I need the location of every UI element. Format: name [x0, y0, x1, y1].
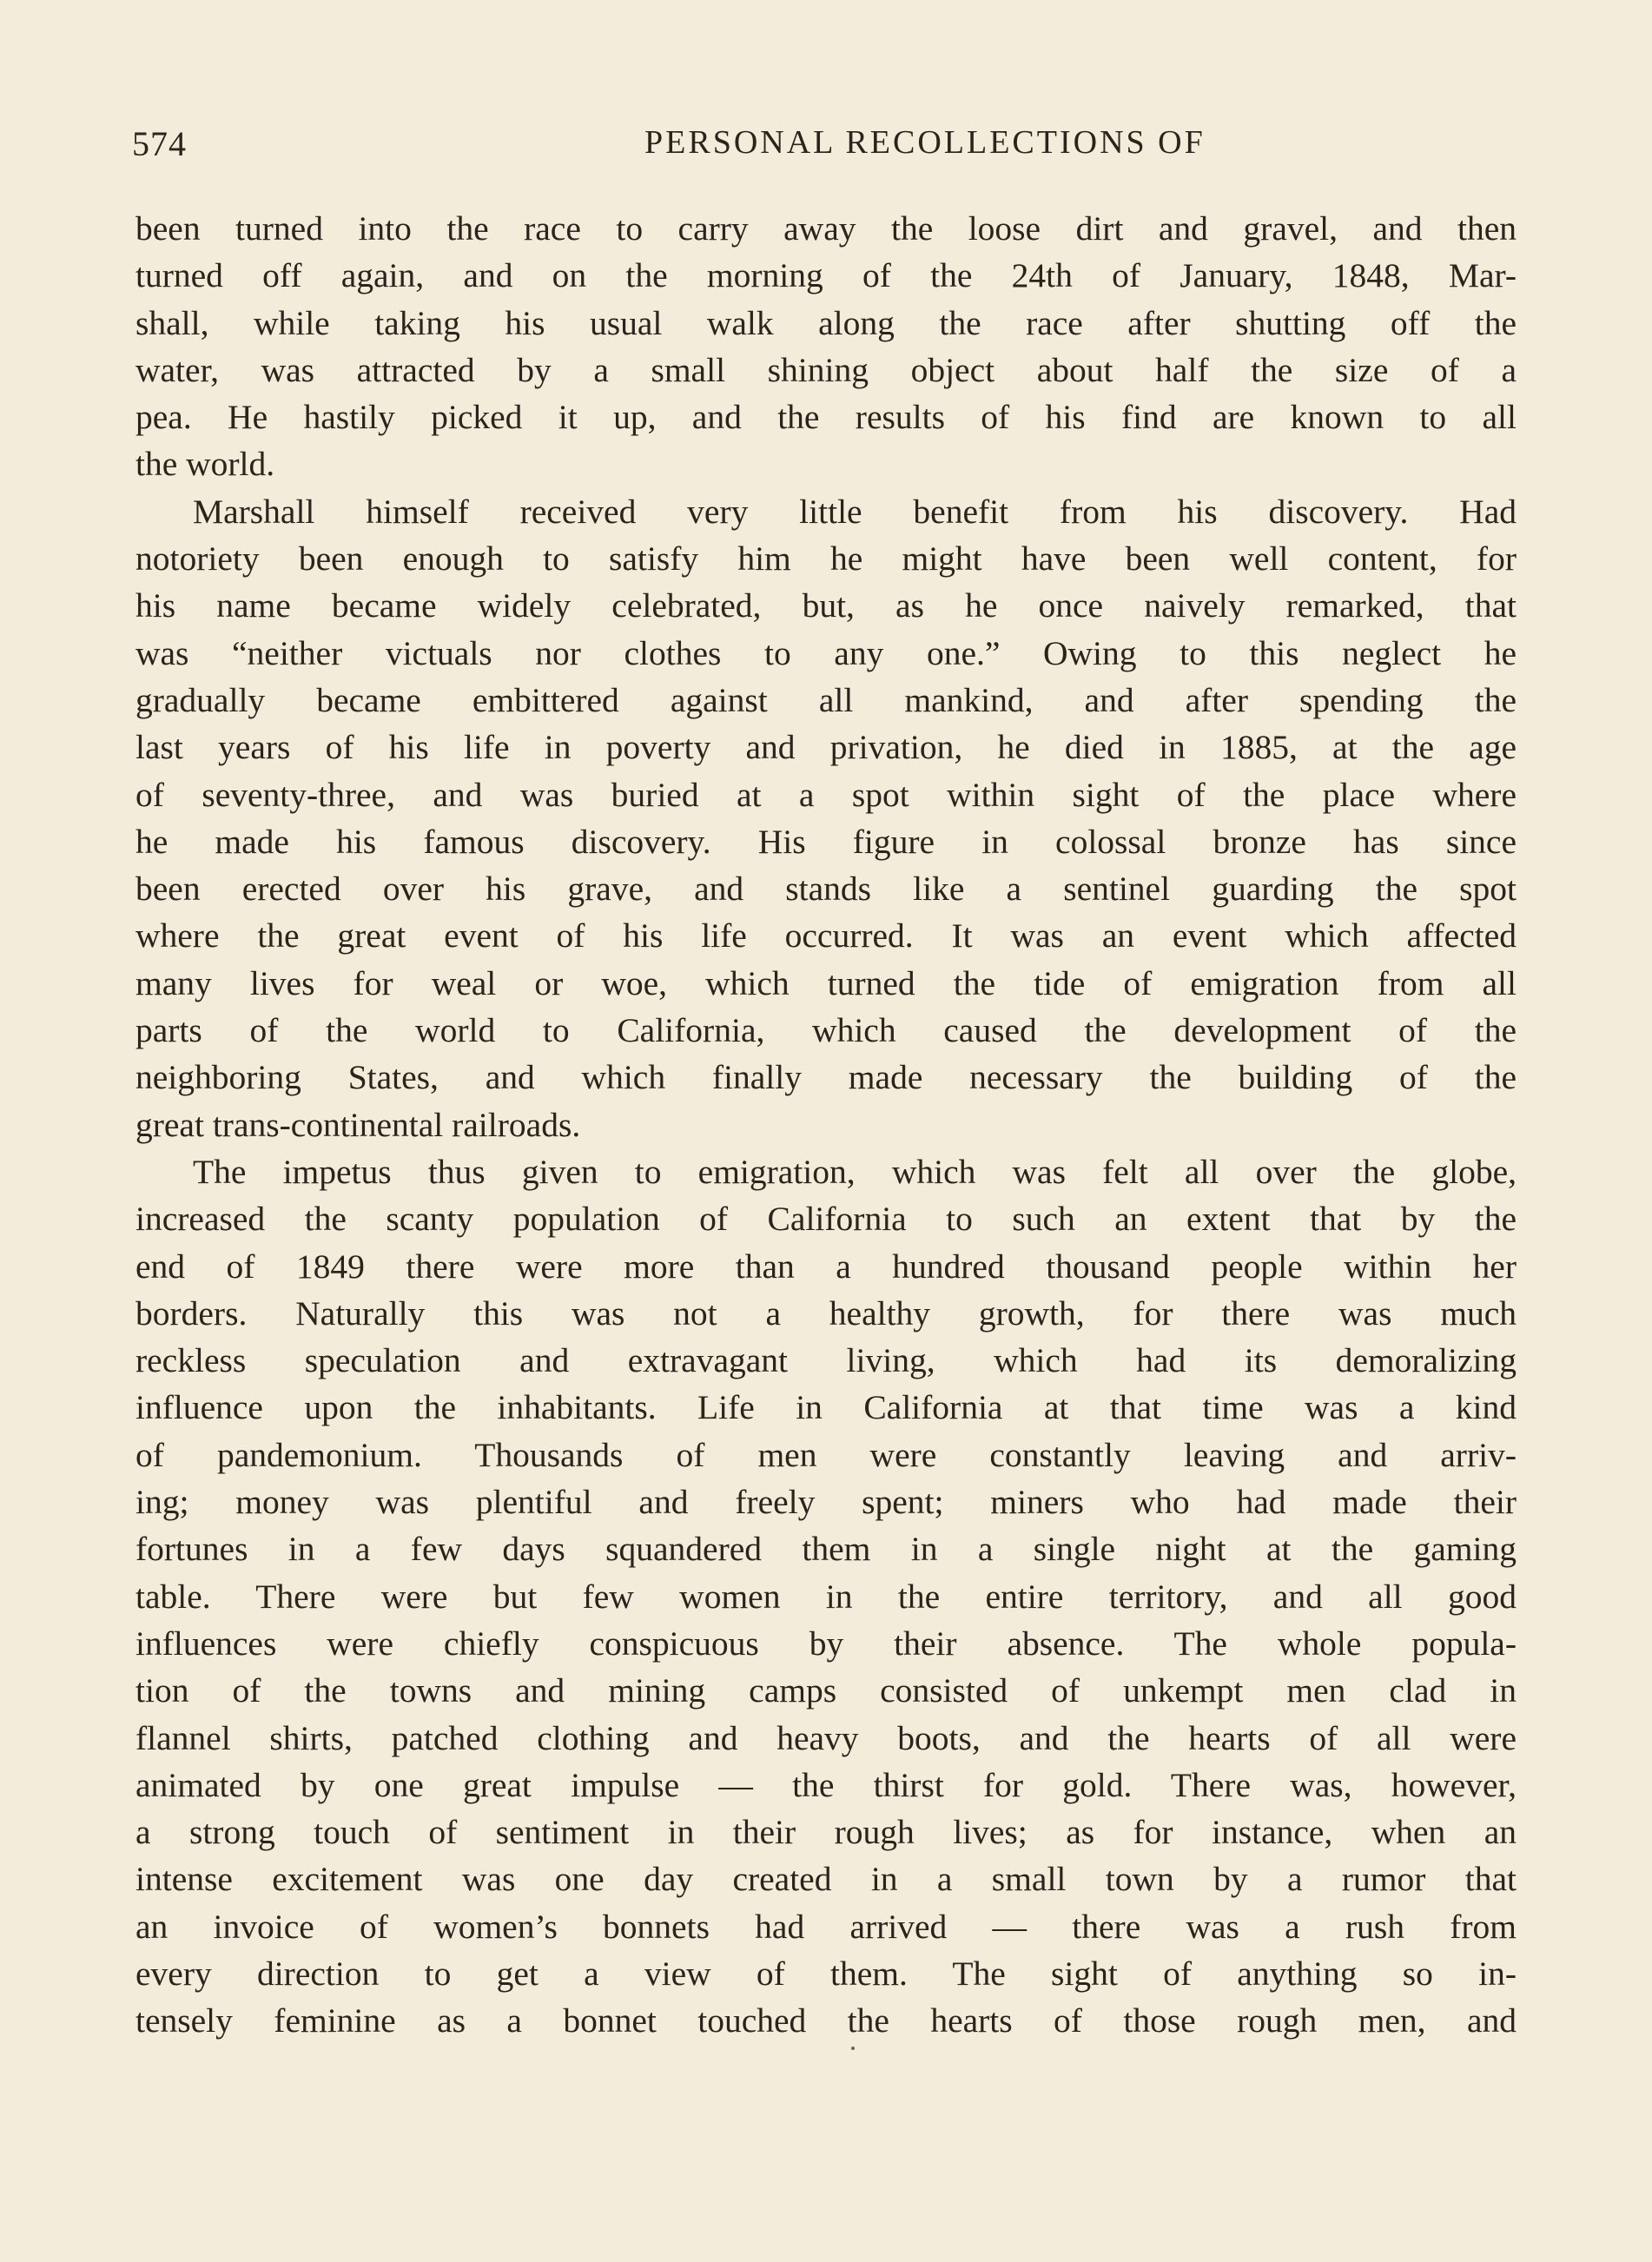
page-body-text — [135, 205, 1517, 2045]
text-line: influence upon the inhabitants. Life in California at that time was a kind — [135, 1388, 1517, 1427]
text-line: gradually became embittered against all mankind, and after spending the — [135, 680, 1517, 719]
text-line: the world. — [135, 445, 275, 484]
text-line: of pandemonium. Thousands of men were constantly leaving and arriv- — [135, 1435, 1517, 1474]
page-number: 574 — [132, 124, 187, 163]
text-line: an invoice of women’s bonnets had arrived — there was a rush from — [135, 1907, 1517, 1946]
text-line: notoriety been enough to satisfy him he might have been well content, for — [135, 539, 1517, 579]
text-line: table. There were but few women in the entire territory, and all good — [135, 1577, 1517, 1616]
text-line: animated by one great impulse — the thirst for gold. There was, however, — [135, 1765, 1517, 1804]
text-line: borders. Naturally this was not a healthy growth, for there was much — [135, 1293, 1517, 1333]
paragraph-first-line: The impetus thus given to emigration, which was felt all over the globe, — [193, 1152, 1517, 1191]
text-line: end of 1849 there were more than a hundred thousand people within her — [135, 1247, 1517, 1286]
text-line: his name became widely celebrated, but, as he once naively remarked, that — [135, 586, 1517, 625]
text-line: intense excitement was one day created in a small town by a rumor that — [135, 1860, 1517, 1899]
running-title: PERSONAL RECOLLECTIONS OF — [644, 124, 1206, 161]
text-line: flannel shirts, patched clothing and heavy boots, and the hearts of all were — [135, 1718, 1517, 1757]
text-line: been erected over his grave, and stands like a sentinel guarding the spot — [135, 870, 1517, 909]
text-line: many lives for weal or woe, which turned the tide of emigration from all — [135, 963, 1517, 1002]
paragraph-first-line: Marshall himself received very little benefit from his discovery. Had — [193, 492, 1517, 531]
text-line: a strong touch of sentiment in their rough lives; as for instance, when an — [135, 1813, 1517, 1852]
text-line: ing; money was plentiful and freely spent; miners who had made their — [135, 1483, 1517, 1522]
text-line: neighboring States, and which finally made necessary the building of the — [135, 1058, 1517, 1097]
text-line: fortunes in a few days squandered them in a single night at the gaming — [135, 1530, 1517, 1569]
text-line: parts of the world to California, which caused the development of the — [135, 1011, 1517, 1050]
text-line: great trans-continental railroads. — [135, 1105, 581, 1144]
print-speck — [851, 2047, 855, 2050]
text-line: pea. He hastily picked it up, and the results of his find are known to all — [135, 398, 1517, 437]
text-line: increased the scanty population of California to such an extent that by the — [135, 1200, 1517, 1239]
text-line: where the great event of his life occurred. It was an event which affected — [135, 916, 1517, 956]
page-header — [132, 123, 1522, 175]
text-line: shall, while taking his usual walk along the race after shutting off the — [135, 303, 1517, 342]
text-line: water, was attracted by a small shining object about half the size of a — [135, 350, 1517, 389]
text-line: he made his famous discovery. His figure in colossal bronze has since — [135, 822, 1517, 861]
text-line: was “neither victuals nor clothes to any one.” Owing to this neglect he — [135, 633, 1517, 672]
text-line: reckless speculation and extravagant living, which had its demoralizing — [135, 1341, 1517, 1380]
text-line: tensely feminine as a bonnet touched the hearts of those rough men, and — [135, 2001, 1517, 2040]
text-line: every direction to get a view of them. The sight of anything so in- — [135, 1954, 1517, 1993]
text-line: turned off again, and on the morning of the 24th of January, 1848, Mar- — [135, 256, 1517, 295]
text-line: of seventy-three, and was buried at a spot within sight of the place where — [135, 775, 1517, 814]
text-line: influences were chiefly conspicuous by their absence. The whole popula- — [135, 1624, 1517, 1663]
text-line: last years of his life in poverty and privation, he died in 1885, at the age — [135, 728, 1517, 767]
text-line: been turned into the race to carry away the loose dirt and gravel, and then — [135, 209, 1517, 248]
text-line: tion of the towns and mining camps consisted of unkempt men clad in — [135, 1671, 1517, 1710]
